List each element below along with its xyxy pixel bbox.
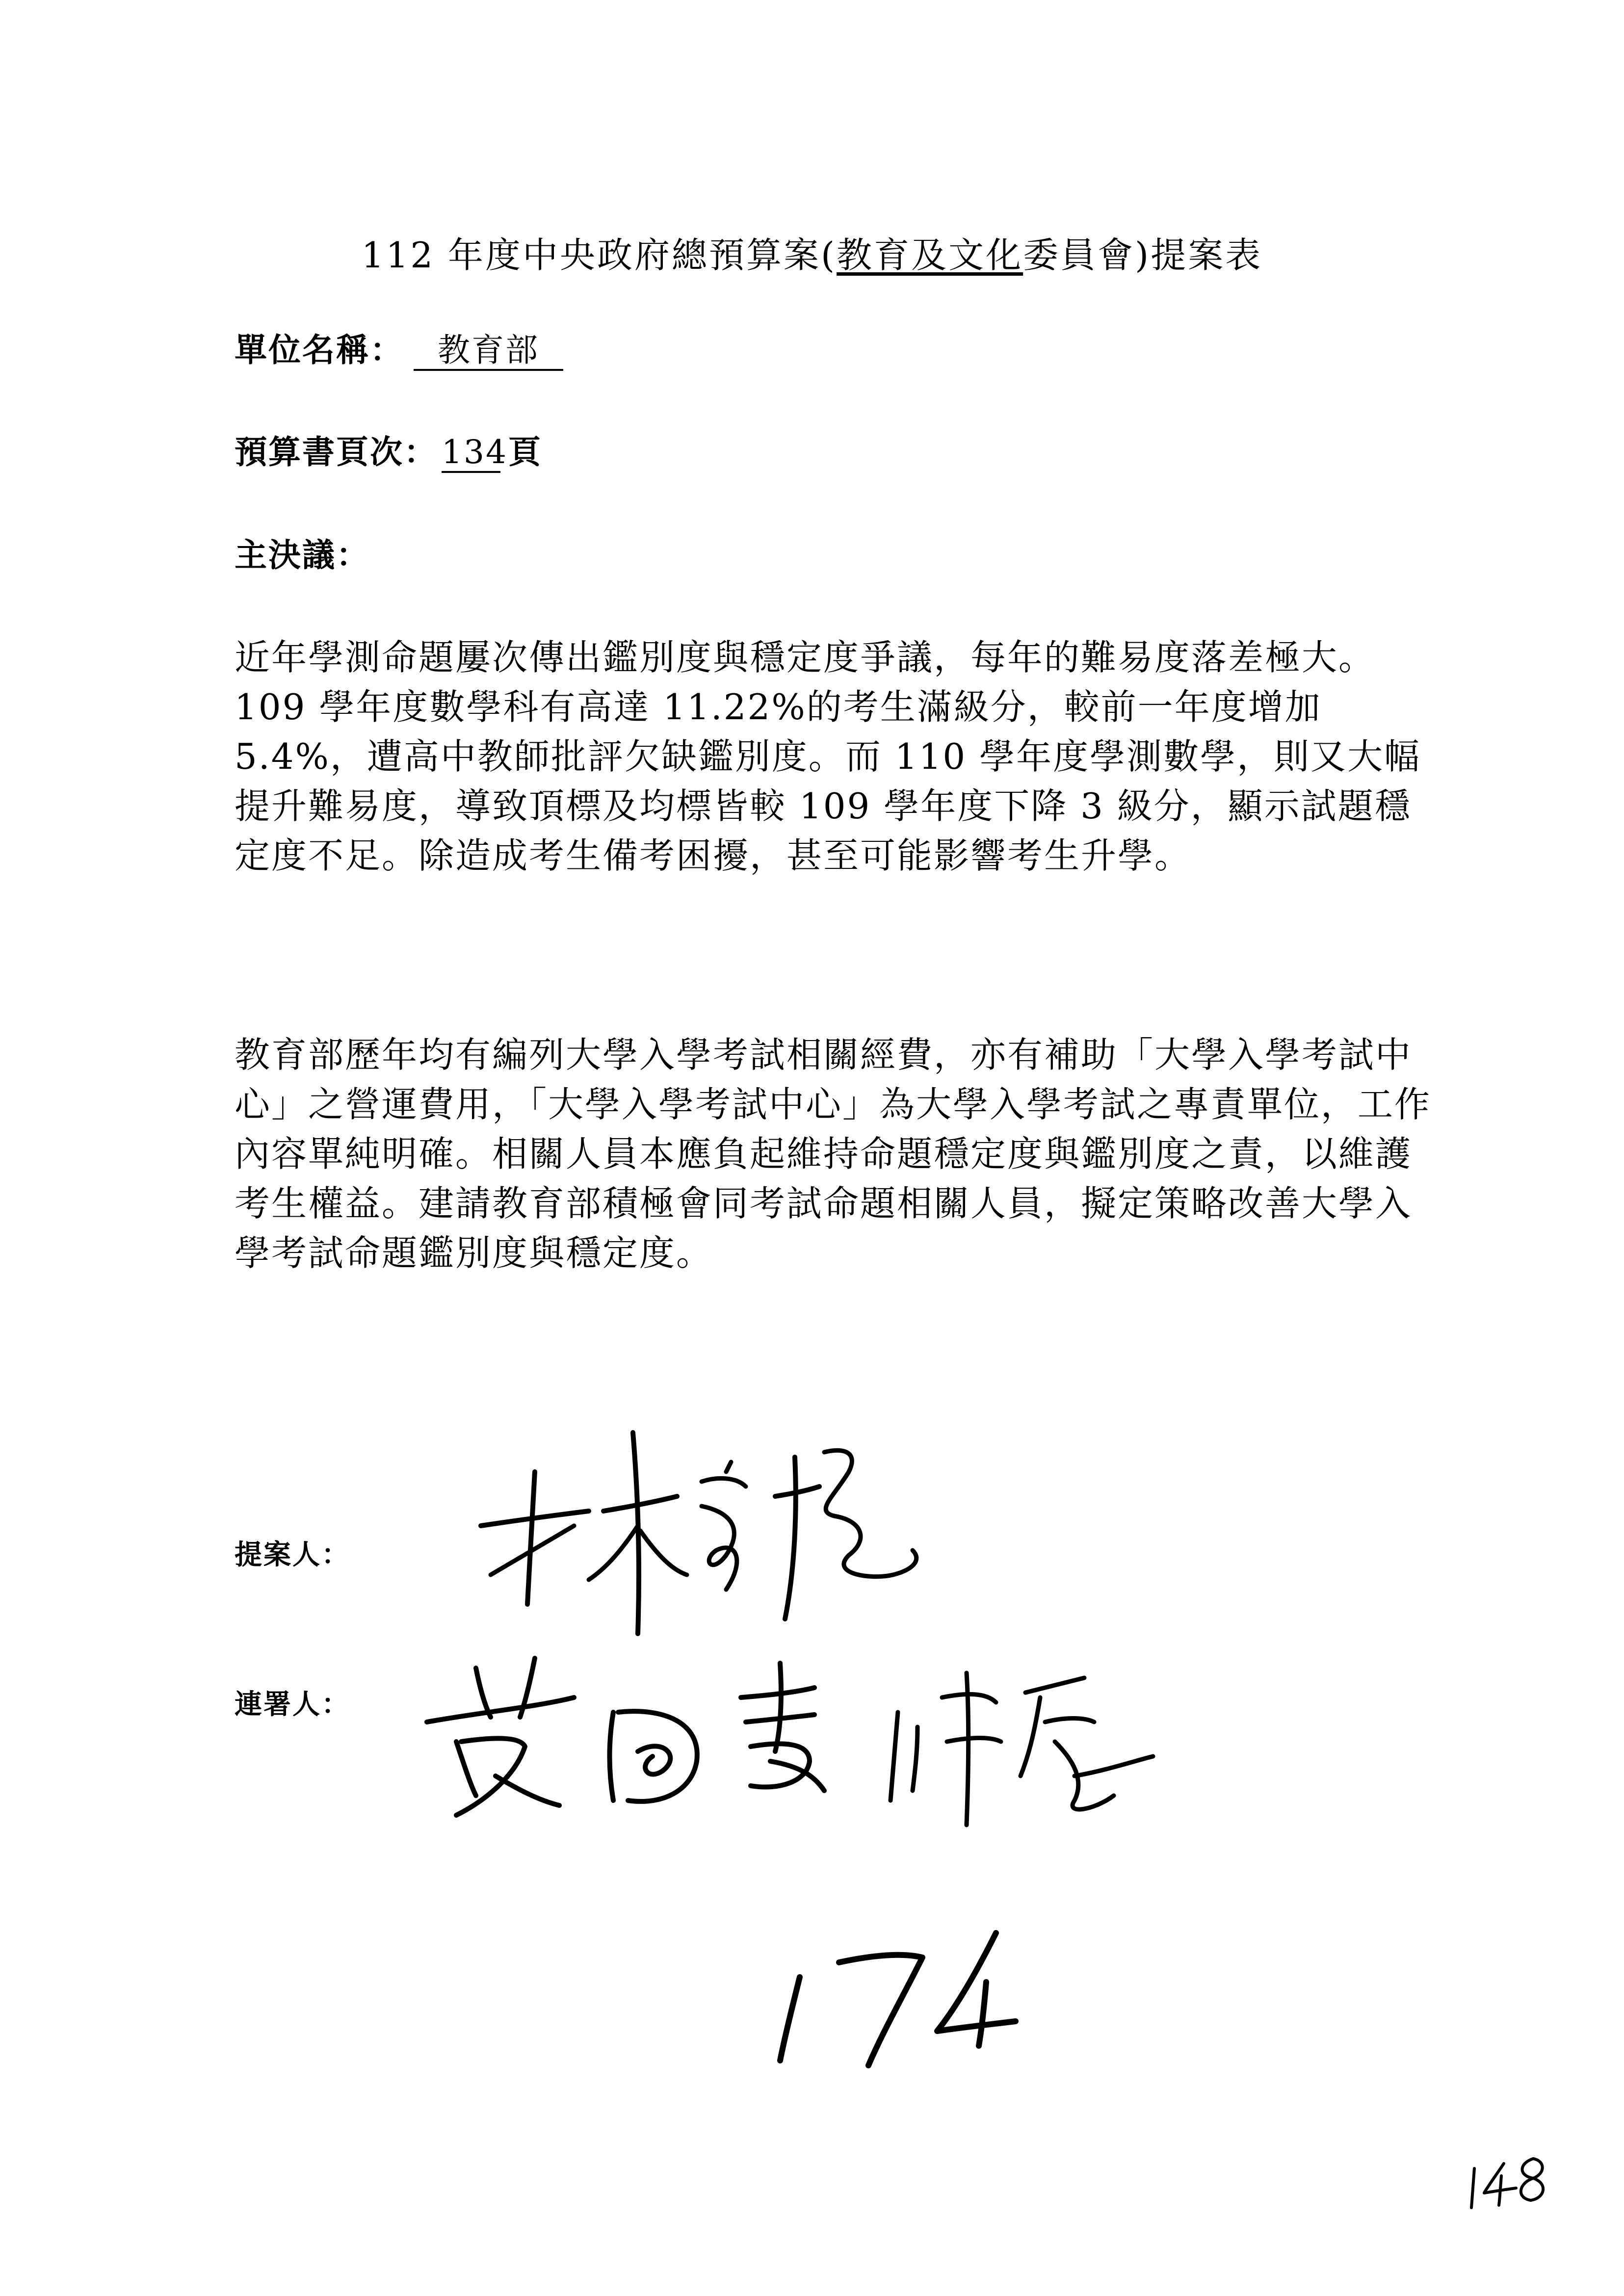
budget-page-label: 預算書頁次： xyxy=(235,433,438,471)
page-title xyxy=(0,227,1624,278)
budget-page-suffix: 頁 xyxy=(508,433,542,471)
unit-label: 單位名稱： xyxy=(235,331,404,369)
handwritten-corner-mark xyxy=(1465,2149,1553,2213)
proposer-label: 提案人： xyxy=(235,1539,350,1571)
budget-page-row xyxy=(235,426,542,473)
paragraph-2: 教育部歷年均有編列大學入學考試相關經費，亦有補助「大學入學考試中心」之營運費用，「大學入學考試中心」為大學入學考試之專責單位，工作內容單純明確。相關人員本應負起維持命題穩定度與鑑別度之責，以維護考生權益。建請教育部積極會同考試命題相關人員，擬定策略改善大學入學考試命題鑑別度與穩定度。 xyxy=(235,1034,1432,1274)
proposer-signature xyxy=(471,1413,942,1639)
title-committee: 教育及文化 xyxy=(837,235,1023,276)
title-suffix: 委員會)提案表 xyxy=(1023,235,1263,276)
paragraph-1: 近年學測命題屢次傳出鑑別度與穩定度爭議，每年的難易度落差極大。109 學年度數學科有高達 11.22%的考生滿級分，較前一年度增加 5.4%，遭高中教師批評欠缺鑑別度。而 110 學年度學測數學，則又大幅提升難易度，導致頂標及均標皆較 109 學年度下降 3 級分，顯示試題穩定度不足。除造成考生備考困擾，甚至可能影響考生升學。 xyxy=(235,637,1421,876)
resolution-heading: 主決議： xyxy=(235,536,370,574)
cosigner-label: 連署人： xyxy=(235,1689,350,1721)
cosigner-signatures xyxy=(407,1614,1182,1825)
unit-value: 教育部 xyxy=(414,332,563,371)
budget-page-value: 134 xyxy=(442,434,500,473)
title-prefix: 112 年度中央政府總預算案( xyxy=(361,235,837,276)
handwritten-page-number xyxy=(756,1904,1030,2080)
unit-row xyxy=(235,324,563,371)
